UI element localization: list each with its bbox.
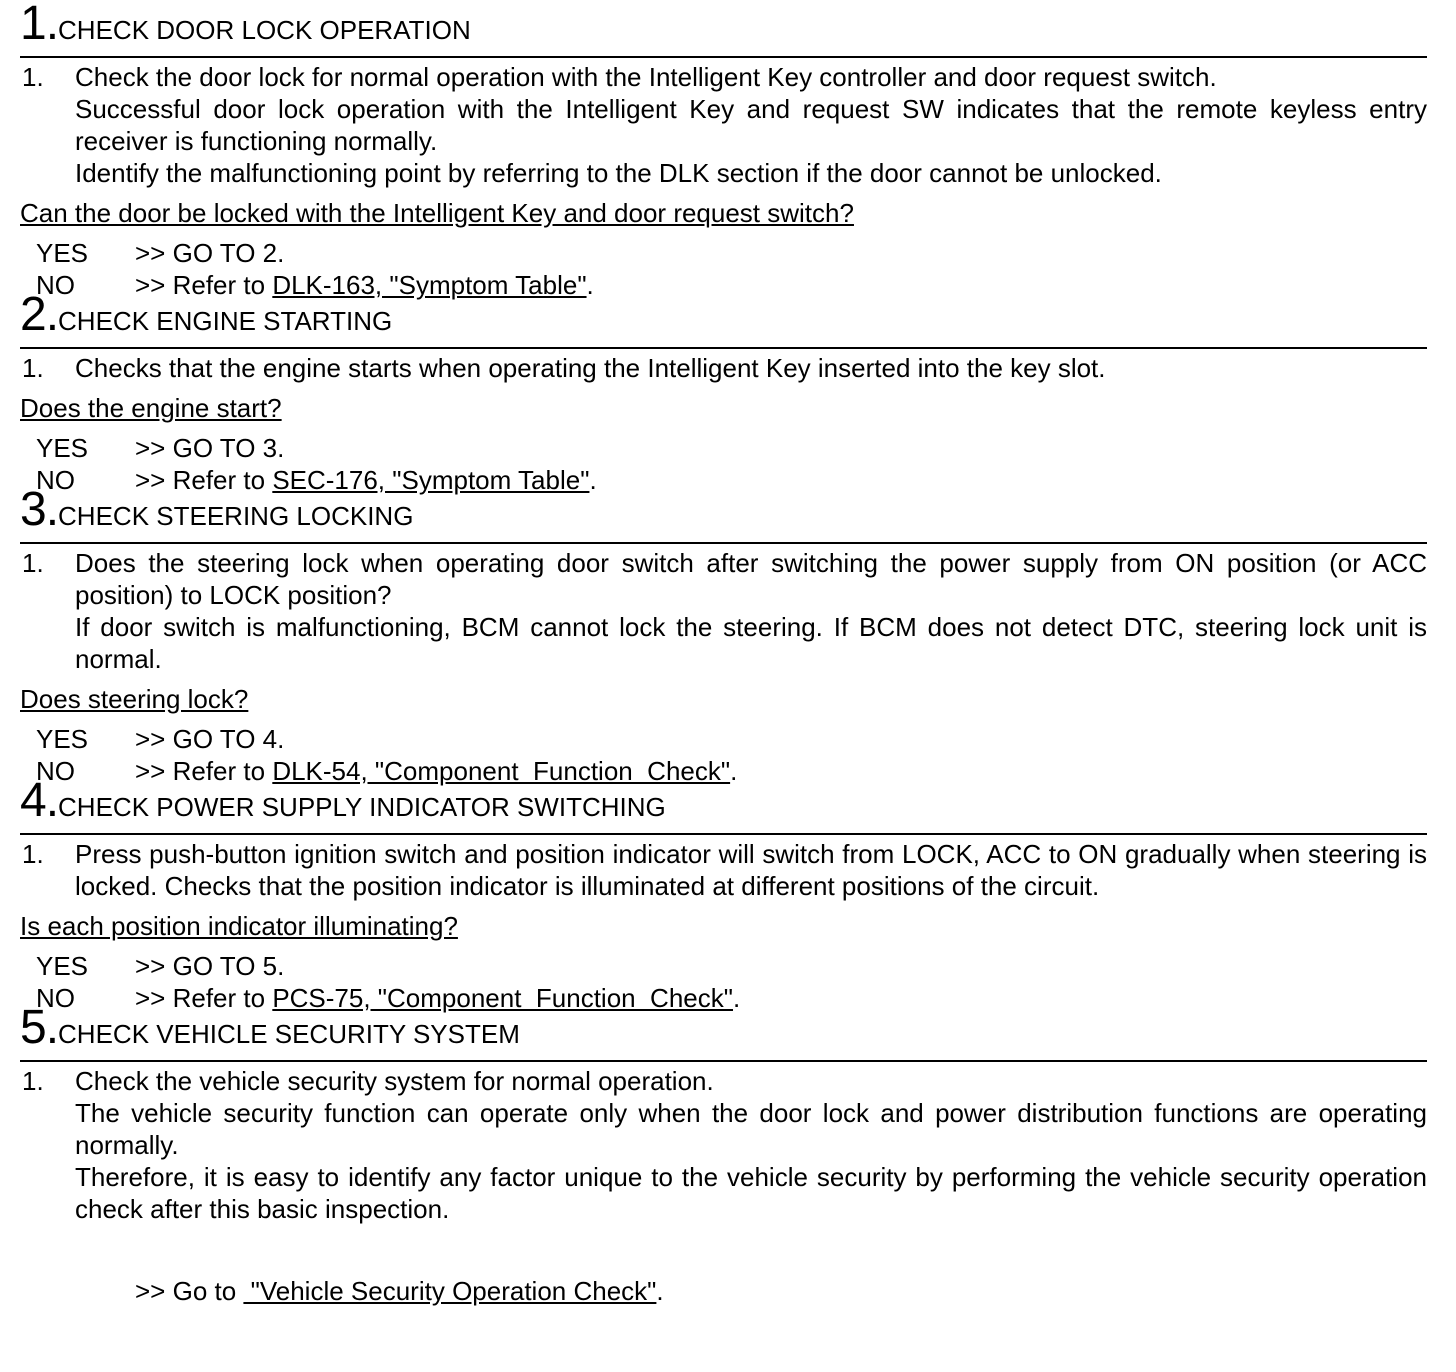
substep-number: 1. [22, 353, 44, 383]
document-page [20, 0, 1427, 1307]
substep-body [75, 838, 1427, 902]
paragraph: Press push-button ignition switch and position indicator will switch from LOCK, ACC to ON gradually when steering is locked. Checks that the position indicator is illuminated at different positions of the circuit. [75, 839, 1427, 901]
step-number: 4. [20, 774, 59, 827]
step-4 [20, 774, 1427, 1014]
substep-number: 1. [22, 1066, 44, 1096]
answer-suffix: . [589, 465, 597, 495]
answer-yes [20, 432, 1427, 464]
question: Does the engine start? [20, 393, 282, 423]
step-title: CHECK POWER SUPPLY INDICATOR SWITCHING [58, 792, 666, 822]
step-3 [20, 483, 1427, 787]
paragraph: Therefore, it is easy to identify any factor unique to the vehicle security by performing the vehicle security operation check after this basic inspection. [75, 1162, 1427, 1224]
step-number: 3. [20, 483, 59, 536]
answer-key: NO [36, 465, 75, 495]
substep-body [75, 61, 1427, 189]
answer-key: NO [36, 270, 75, 300]
step-title: CHECK DOOR LOCK OPERATION [58, 15, 471, 45]
paragraph: Does the steering lock when operating door switch after switching the power supply from ON position (or ACC position) to LOCK position? [75, 548, 1427, 610]
answer-text: >> GO TO 4. [135, 724, 285, 754]
answer-key: YES [36, 951, 89, 981]
answer-key: YES [36, 238, 89, 268]
step-2 [20, 288, 1427, 496]
step-heading [20, 483, 1427, 544]
substep-body [75, 1065, 1427, 1225]
step-title: CHECK VEHICLE SECURITY SYSTEM [58, 1019, 520, 1049]
step-number: 2. [20, 288, 59, 341]
answer-prefix: >> Refer to [135, 270, 273, 300]
substep-number: 1. [22, 548, 44, 578]
substep [20, 352, 1427, 384]
paragraph: Checks that the engine starts when operating the Intelligent Key inserted into the key slot. [75, 353, 1106, 383]
reference-link[interactable]: DLK-54, "Component Function Check" [272, 756, 731, 786]
final-suffix: . [656, 1276, 664, 1306]
question: Can the door be locked with the Intelligent Key and door request switch? [20, 198, 854, 228]
paragraph: Check the door lock for normal operation with the Intelligent Key controller and door request switch. [75, 62, 1217, 92]
answer-text: >> GO TO 5. [135, 951, 285, 981]
answer-prefix: >> Refer to [135, 983, 273, 1013]
step-number: 5. [20, 1001, 59, 1054]
answer-key: YES [36, 433, 89, 463]
answer-prefix: >> Refer to [135, 756, 273, 786]
step-number: 1. [20, 0, 59, 50]
answer-suffix: . [733, 983, 741, 1013]
answer-yes [20, 950, 1427, 982]
substep-body [75, 547, 1427, 675]
substep-number: 1. [22, 839, 44, 869]
question: Does steering lock? [20, 684, 249, 714]
answer-key: YES [36, 724, 89, 754]
paragraph: Identify the malfunctioning point by referring to the DLK section if the door cannot be unlocked. [75, 158, 1162, 188]
step-title: CHECK ENGINE STARTING [58, 306, 393, 336]
final-reference-link[interactable]: "Vehicle Security Operation Check" [243, 1276, 657, 1306]
step-heading [20, 1001, 1427, 1062]
substep [20, 61, 1427, 189]
paragraph: If door switch is malfunctioning, BCM cannot lock the steering. If BCM does not detect DTC, steering lock unit is normal. [75, 612, 1427, 674]
substep-number: 1. [22, 62, 44, 92]
substep [20, 547, 1427, 675]
answer-key: NO [36, 756, 75, 786]
final-instruction [20, 1275, 1427, 1307]
final-prefix: >> Go to [135, 1276, 244, 1306]
step-5 [20, 1001, 1427, 1307]
answer-suffix: . [586, 270, 594, 300]
step-1 [20, 0, 1427, 301]
step-heading [20, 288, 1427, 349]
reference-link[interactable]: SEC-176, "Symptom Table" [272, 465, 590, 495]
step-title: CHECK STEERING LOCKING [58, 501, 414, 531]
answer-suffix: . [730, 756, 738, 786]
answer-yes [20, 237, 1427, 269]
reference-link[interactable]: PCS-75, "Component Function Check" [272, 983, 733, 1013]
paragraph: Successful door lock operation with the Intelligent Key and request SW indicates that the remote keyless entry receiver is functioning normally. [75, 94, 1427, 156]
substep-body [75, 352, 1427, 384]
question: Is each position indicator illuminating? [20, 911, 458, 941]
step-heading [20, 774, 1427, 835]
answer-text: >> GO TO 3. [135, 433, 285, 463]
answer-key: NO [36, 983, 75, 1013]
reference-link[interactable]: DLK-163, "Symptom Table" [272, 270, 587, 300]
answer-text: >> GO TO 2. [135, 238, 285, 268]
substep [20, 1065, 1427, 1225]
paragraph: The vehicle security function can operate only when the door lock and power distribution functions are operating normally. [75, 1098, 1427, 1160]
answer-yes [20, 723, 1427, 755]
step-heading [20, 0, 1427, 58]
paragraph: Check the vehicle security system for normal operation. [75, 1066, 714, 1096]
substep [20, 838, 1427, 902]
answer-prefix: >> Refer to [135, 465, 273, 495]
